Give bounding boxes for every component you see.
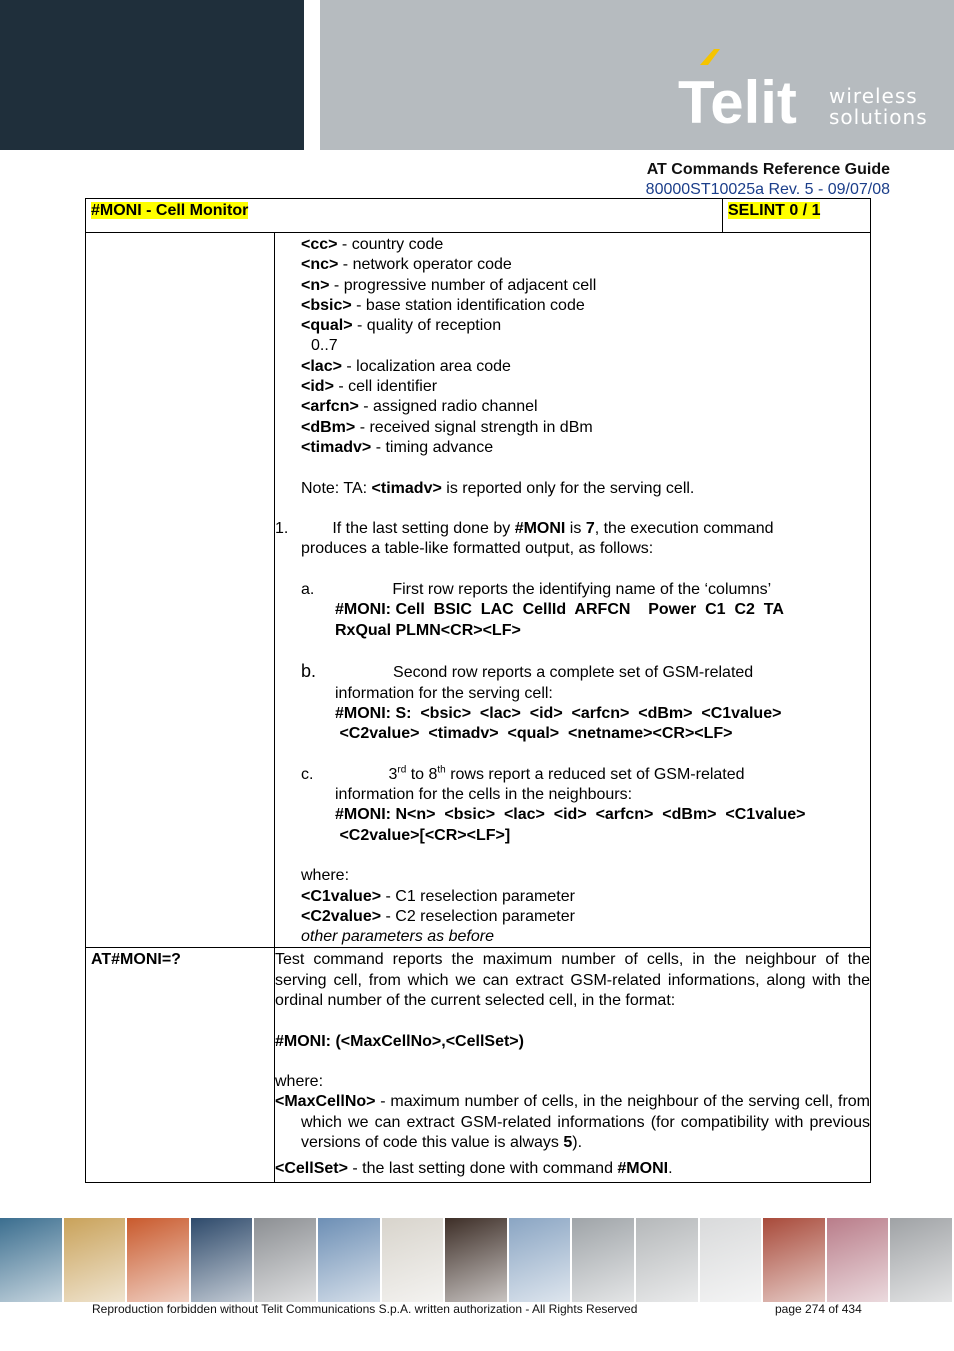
header-dark-panel [0, 0, 304, 150]
note: Note: TA: <timadv> is reported only for the serving cell. [301, 479, 695, 497]
param-c1value: <C1value> - C1 reselection parameter [301, 887, 575, 905]
logo-text: Telit [678, 69, 797, 130]
moni-body [275, 233, 871, 948]
test-where: where: [275, 1073, 324, 1091]
param-dbm: <dBm> - received signal strength in dBm [301, 418, 593, 436]
tagline-solutions: solutions [829, 105, 928, 129]
sub-b-line2: information for the serving cell: [335, 684, 553, 702]
footer-page-number: page 274 of 434 [775, 1302, 862, 1316]
test-command-row [86, 948, 871, 1182]
footer-copyright: Reproduction forbidden without Telit Communications S.p.A. written authorization - All Rights Reserved [92, 1302, 638, 1316]
sub-a-format-2: RxQual PLMN<CR><LF> [335, 621, 521, 639]
moni-row [86, 233, 871, 948]
sub-c-format-2: <C2value>[<CR><LF>] [335, 826, 511, 844]
footer-photo-tile [191, 1218, 255, 1302]
selint-badge: SELINT 0 / 1 [728, 202, 821, 219]
footer-photo-tile [763, 1218, 827, 1302]
empty-cell [86, 233, 275, 948]
footer-photo-tile [445, 1218, 509, 1302]
qual-range: 0..7 [311, 337, 338, 355]
sub-c-format-1: #MONI: N<n> <bsic> <lac> <id> <arfcn> <dBm> <C1value> [335, 806, 806, 824]
param-lac: <lac> - localization area code [301, 357, 511, 375]
test-command-name: AT#MONI=? [91, 951, 181, 969]
test-format: #MONI: (<MaxCellNo>,<CellSet>) [275, 1032, 524, 1050]
sub-b-format-1: #MONI: S: <bsic> <lac> <id> <arfcn> <dBm> <C1value> [335, 704, 782, 722]
guide-title: AT Commands Reference Guide [646, 161, 890, 178]
test-command-cell [86, 948, 275, 1182]
sub-c-line2: information for the cells in the neighbours: [335, 786, 633, 804]
param-cc: <cc> - country code [301, 236, 444, 253]
table-header-row [86, 199, 871, 233]
param-qual: <qual> - quality of reception [301, 317, 502, 335]
tagline [829, 86, 928, 128]
param-maxcellno: <MaxCellNo> - maximum number of cells, in the neighbour of the serving cell, from which we can extract GSM-related informations (for compatibility with previous versions of code this value is always 5). [275, 1093, 870, 1152]
footer-photo-tile [636, 1218, 700, 1302]
footer-photo-tile [0, 1218, 64, 1302]
param-cellset: <CellSet> - the last setting done with command #MONI. [275, 1160, 673, 1178]
tagline-wireless: wireless [829, 84, 918, 108]
command-table [85, 198, 871, 1183]
footer-image-strip [0, 1218, 954, 1302]
footer-photo-tile [64, 1218, 128, 1302]
test-description: Test command reports the maximum number of cells, in the neighbour of the serving cell, from which we can extract GSM-related informations, along with the ordinal number of the current selected cell, in the format: [275, 951, 870, 1009]
param-timadv: <timadv> - timing advance [301, 438, 494, 456]
footer-photo-tile [127, 1218, 191, 1302]
sub-c: c. 3rd to 8th rows report a reduced set of GSM-related [301, 764, 745, 783]
footer-photo-tile [509, 1218, 573, 1302]
param-n: <n> - progressive number of adjacent cell [301, 276, 597, 294]
table-title: #MONI - Cell Monitor [91, 202, 249, 219]
telit-logo [670, 45, 820, 130]
item-1: 1. If the last setting done by #MONI is 7, the execution command [275, 520, 774, 538]
doc-ref: 80000ST10025a Rev. 5 - 09/07/08 [645, 181, 890, 198]
footer-photo-tile [890, 1218, 954, 1302]
param-c2value: <C2value> - C2 reselection parameter [301, 907, 575, 925]
sub-a-format-1: #MONI: Cell BSIC LAC CellId ARFCN Power C1 C2 TA [335, 601, 784, 619]
param-nc: <nc> - network operator code [301, 256, 512, 274]
doc-title [646, 160, 890, 200]
test-command-body [275, 948, 871, 1182]
item-1-line2: produces a table-like formatted output, as follows: [301, 540, 654, 558]
other-params: other parameters as before [301, 928, 494, 946]
footer-photo-tile [318, 1218, 382, 1302]
sub-a: a. First row reports the identifying name of the ‘columns’ [301, 581, 772, 599]
param-bsic: <bsic> - base station identification code [301, 296, 585, 314]
footer-photo-tile [254, 1218, 318, 1302]
sub-b: b. Second row reports a complete set of GSM-related [301, 661, 754, 682]
param-id: <id> - cell identifier [301, 378, 438, 396]
footer-photo-tile [572, 1218, 636, 1302]
footer-photo-tile [382, 1218, 446, 1302]
where-label: where: [301, 867, 350, 885]
sub-b-format-2: <C2value> <timadv> <qual> <netname><CR><LF> [335, 725, 733, 743]
param-arfcn: <arfcn> - assigned radio channel [301, 398, 538, 416]
footer-photo-tile [700, 1218, 764, 1302]
footer-photo-tile [827, 1218, 891, 1302]
